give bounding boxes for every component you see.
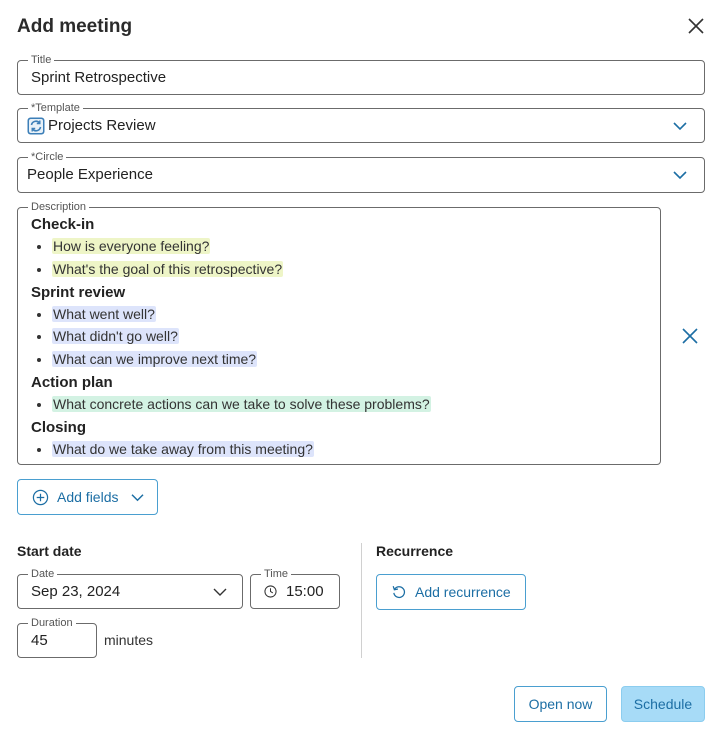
template-select[interactable] bbox=[17, 102, 705, 143]
template-select-value: Projects Review bbox=[48, 117, 156, 134]
description-heading-sprint-review: Sprint review bbox=[31, 283, 126, 301]
dialog-title: Add meeting bbox=[17, 16, 133, 37]
circle-select[interactable] bbox=[17, 151, 705, 193]
chevron-down-icon bbox=[672, 120, 688, 132]
chevron-down-icon bbox=[672, 169, 688, 181]
list-item: • How is everyone feeling? bbox=[52, 238, 650, 255]
duration-label: Duration bbox=[28, 616, 76, 630]
description-heading-action-plan: Action plan bbox=[31, 373, 113, 391]
list-item: • What went well? bbox=[52, 306, 650, 323]
title-field[interactable] bbox=[17, 54, 705, 95]
start-date-title: Start date bbox=[17, 543, 82, 559]
refresh-cycle-icon bbox=[27, 117, 45, 135]
time-picker[interactable] bbox=[250, 568, 340, 609]
list-item: • What concrete actions can we take to solve these problems? bbox=[52, 396, 650, 413]
clock-icon bbox=[264, 585, 277, 598]
date-value: Sep 23, 2024 bbox=[31, 583, 121, 600]
recurrence-icon bbox=[391, 584, 407, 600]
title-field-label: Title bbox=[28, 53, 54, 67]
add-fields-label: Add fields bbox=[57, 489, 119, 505]
chevron-down-icon bbox=[130, 492, 145, 503]
duration-value: 45 bbox=[31, 632, 48, 649]
close-icon[interactable] bbox=[684, 14, 708, 38]
open-now-button[interactable]: Open now bbox=[514, 686, 607, 722]
title-field-value: Sprint Retrospective bbox=[31, 69, 167, 86]
list-item: • What can we improve next time? bbox=[52, 351, 650, 368]
list-item: • What didn't go well? bbox=[52, 328, 650, 345]
date-label: Date bbox=[28, 567, 57, 581]
description-heading-closing: Closing bbox=[31, 418, 86, 436]
description-heading-checkin: Check-in bbox=[31, 216, 95, 233]
circle-select-value: People Experience bbox=[27, 166, 153, 183]
section-divider bbox=[361, 543, 362, 658]
chevron-down-icon bbox=[212, 586, 228, 598]
time-label: Time bbox=[261, 567, 291, 581]
plus-circle-icon bbox=[32, 489, 49, 506]
add-recurrence-label: Add recurrence bbox=[415, 584, 511, 600]
add-recurrence-button[interactable] bbox=[376, 574, 526, 610]
time-value: 15:00 bbox=[286, 583, 324, 600]
description-label: Description bbox=[28, 200, 89, 214]
schedule-button[interactable]: Schedule bbox=[621, 686, 705, 722]
recurrence-title: Recurrence bbox=[376, 543, 454, 559]
description-editor[interactable] bbox=[17, 201, 661, 465]
template-select-label: *Template bbox=[28, 101, 83, 115]
circle-select-label: *Circle bbox=[28, 150, 66, 164]
duration-input[interactable] bbox=[17, 617, 97, 658]
list-item: • What do we take away from this meeting? bbox=[52, 441, 650, 458]
remove-description-icon[interactable] bbox=[680, 326, 700, 346]
date-picker[interactable] bbox=[17, 568, 243, 609]
add-fields-button[interactable] bbox=[17, 479, 158, 515]
duration-unit: minutes bbox=[104, 632, 154, 648]
list-item: • What's the goal of this retrospective? bbox=[52, 261, 650, 278]
